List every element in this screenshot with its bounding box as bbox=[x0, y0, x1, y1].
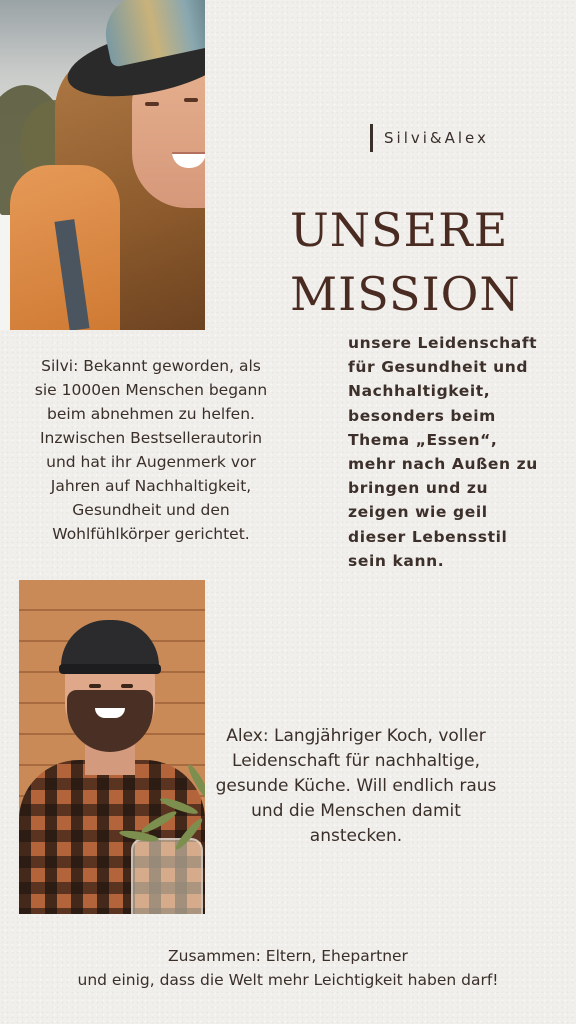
alex-bio: Alex: Langjähriger Koch, voller Leidenschaft für nachhaltige, gesunde Küche. Will endlich raus und die Menschen damit anstecken. bbox=[215, 726, 497, 846]
brand-divider bbox=[370, 124, 373, 152]
mission-statement: unsere Leidenschaft für Gesundheit und Nachhaltigkeit, besonders beim Thema „Essen“, mehr nach Außen zu bringen und zu zeigen wie geil dieser Lebensstil sein kann. bbox=[348, 334, 538, 570]
silvi-photo bbox=[0, 0, 205, 330]
together-statement bbox=[0, 944, 576, 992]
together-line-2: und einig, dass die Welt mehr Leichtigkeit haben darf! bbox=[77, 971, 499, 989]
together-line-1: Zusammen: Eltern, Ehepartner bbox=[168, 947, 408, 965]
alex-photo bbox=[19, 580, 205, 914]
brand-label: Silvi&Alex bbox=[384, 129, 489, 147]
mission-title bbox=[290, 198, 540, 326]
mission-title-text: UNSERE MISSION bbox=[290, 203, 521, 321]
silvi-bio: Silvi: Bekannt geworden, als sie 1000en Menschen begann beim abnehmen zu helfen. Inzwischen Bestsellerautorin und hat ihr Augenmerk vor Jahren auf Nachhaltigkeit, Gesundheit und den Wohlfühlkörper gerichtet. bbox=[34, 357, 268, 543]
